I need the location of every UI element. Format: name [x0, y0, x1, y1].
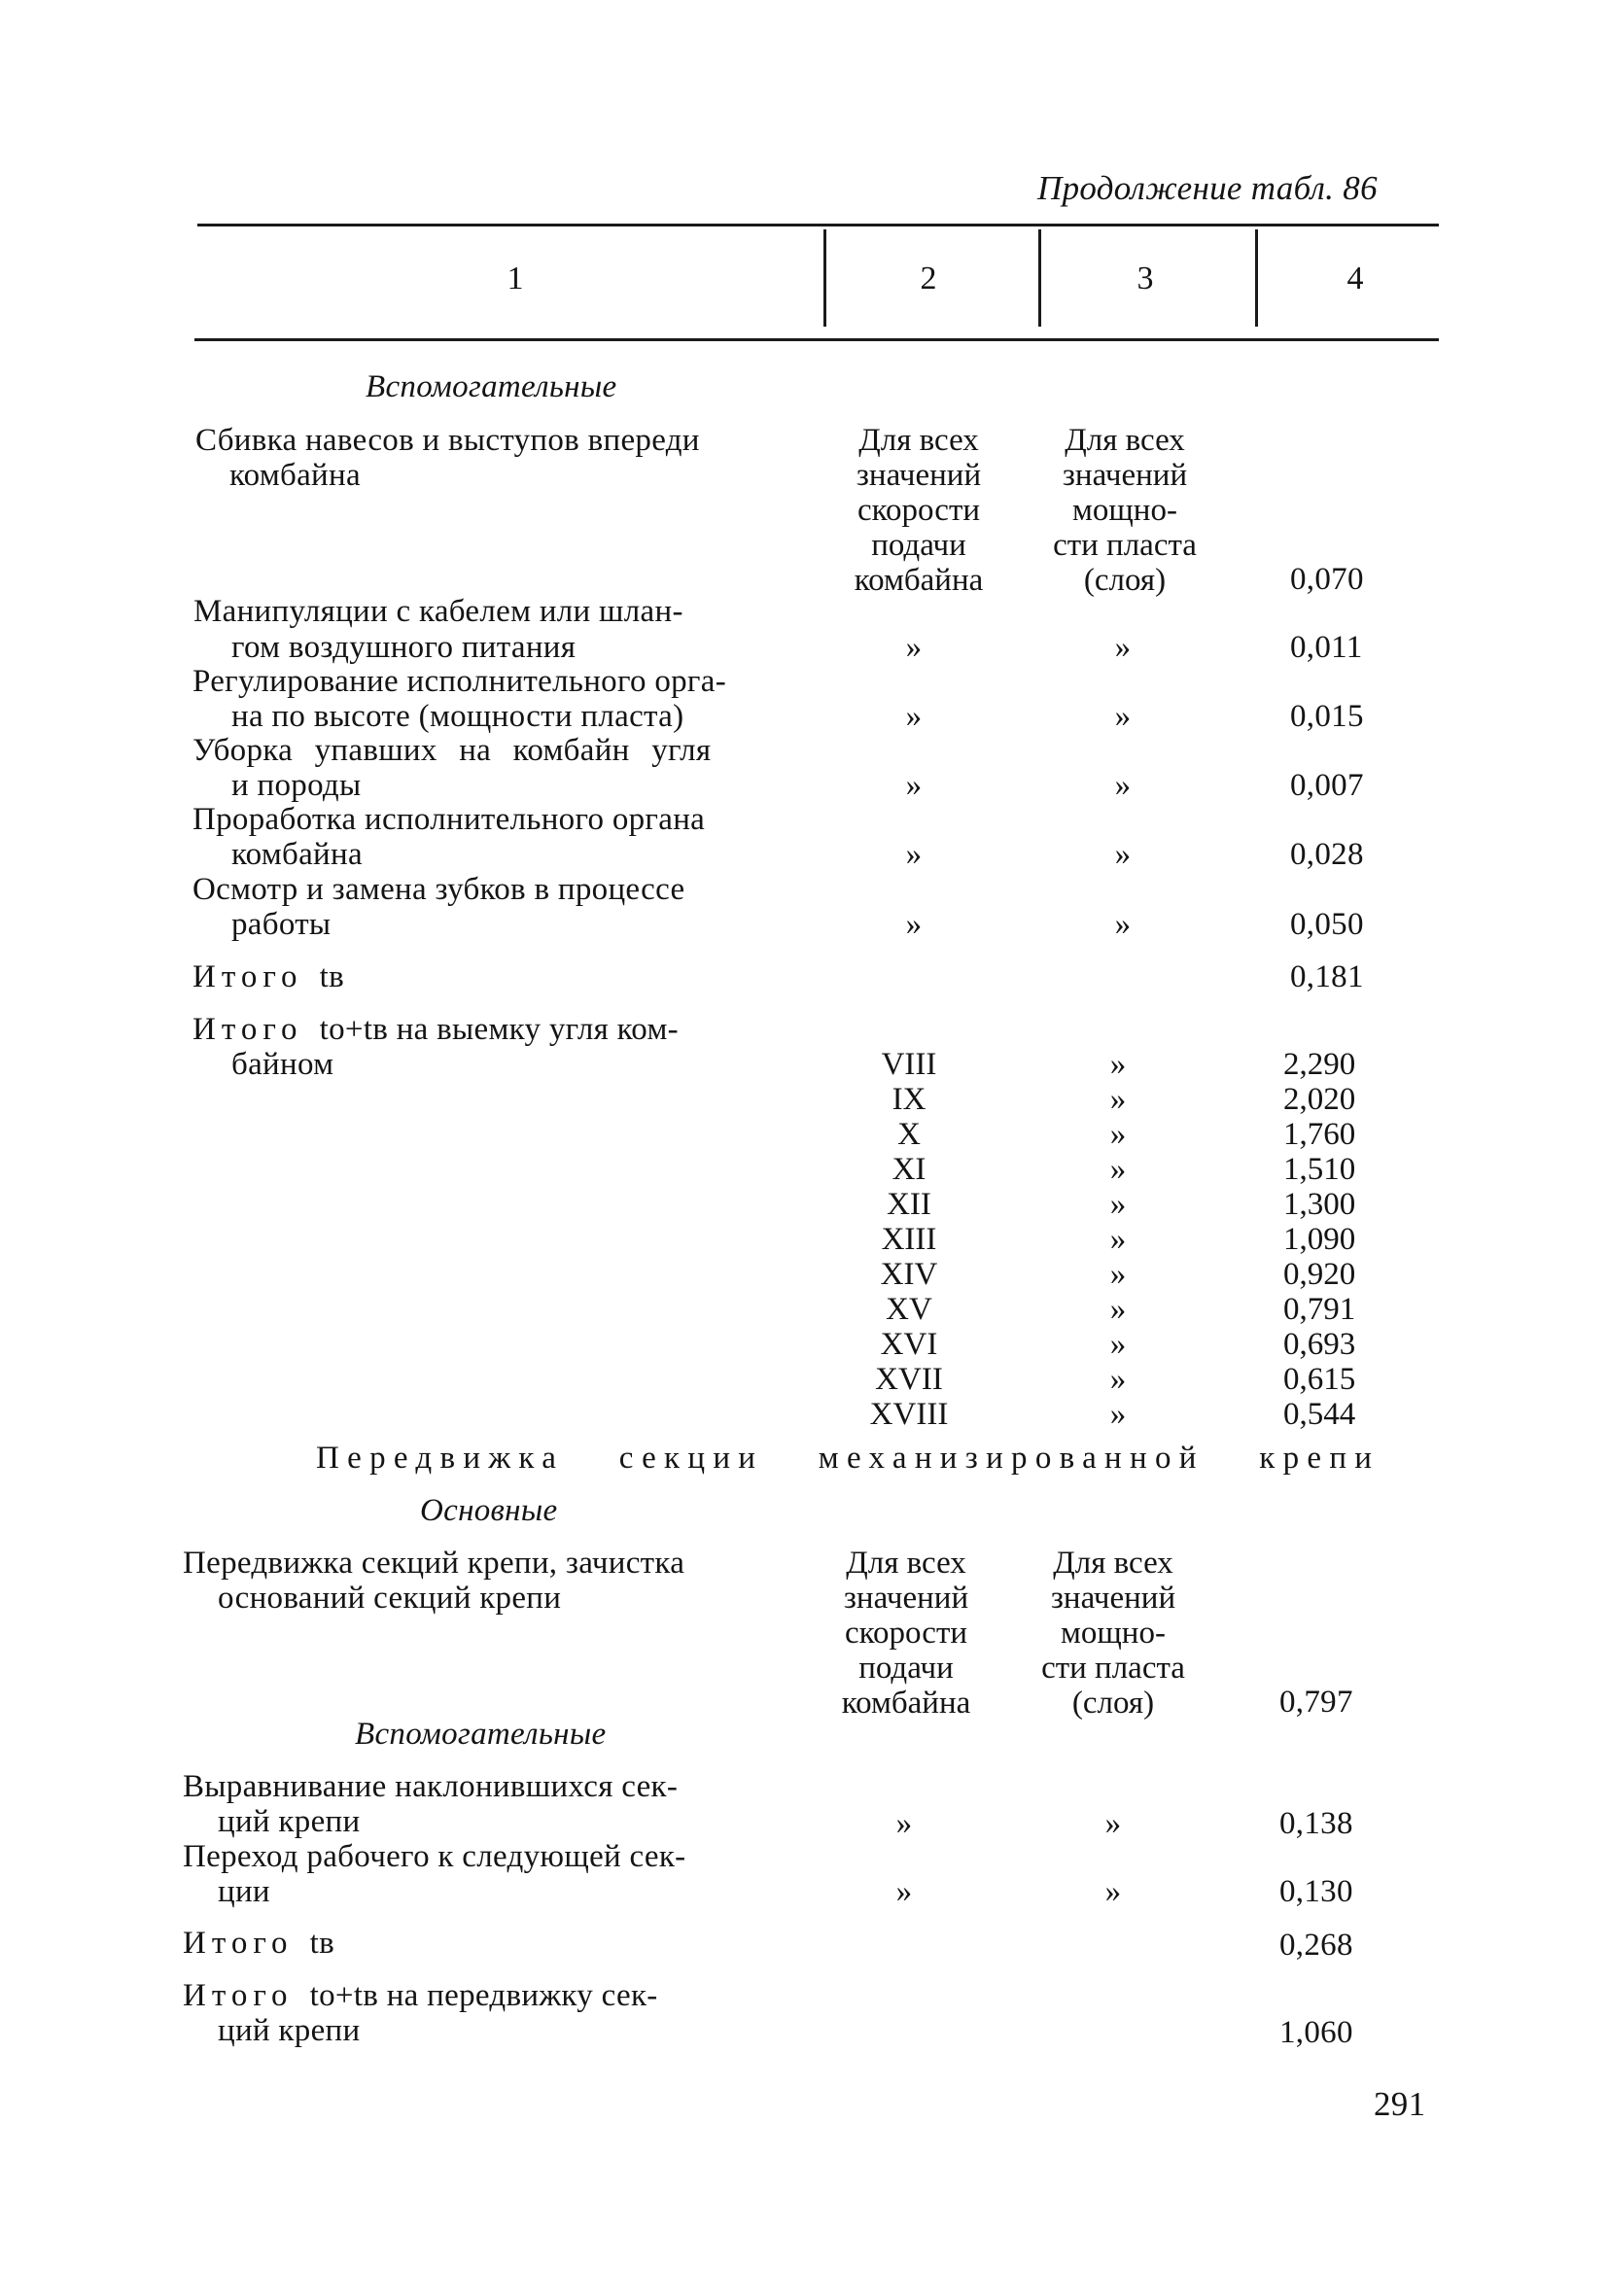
row-value: 0,268	[1279, 1928, 1353, 1963]
row-text: байном	[231, 1047, 334, 1082]
row-value: 0,011	[1290, 630, 1363, 665]
row-text: Сбивка навесов и выступов впереди	[195, 423, 700, 458]
row-text: работы	[231, 907, 332, 942]
header-col-1: 1	[507, 261, 524, 296]
row-value: 0,130	[1279, 1874, 1353, 1909]
col3-note: Для всех значений мощно- сти пласта (слоя)	[1041, 1546, 1185, 1721]
ditto-mark: »	[1114, 699, 1132, 734]
ditto-mark: »	[905, 907, 923, 942]
row-value: 1,060	[1279, 2015, 1353, 2050]
row-text: Выравнивание наклонившихся сек-	[183, 1769, 679, 1804]
row-text: ции	[218, 1874, 270, 1909]
header-divider-1	[823, 229, 826, 327]
row-value: 0,070	[1290, 562, 1364, 597]
col2-note: Для всех значений скорости подачи комбайна	[841, 1546, 971, 1721]
total-row: Итого tв	[192, 959, 344, 994]
total-sum-row: Итого tо+tв на выемку угля ком-	[192, 1012, 679, 1047]
ditto-mark: »	[895, 1874, 913, 1909]
row-text: Регулирование исполнительного орга-	[192, 664, 726, 699]
grade-ditto-list: » » » » » » » » » » »	[1109, 1047, 1127, 1432]
row-value: 0,797	[1279, 1685, 1353, 1720]
row-value: 0,050	[1290, 907, 1364, 942]
section-aux-title: Вспомогательные	[355, 1717, 607, 1752]
ditto-mark: »	[1114, 907, 1132, 942]
ditto-mark: »	[1114, 768, 1132, 803]
row-text: Проработка исполнительного органа	[192, 802, 706, 837]
header-divider-2	[1038, 229, 1041, 327]
section-heading: Передвижка секции механизированной крепи	[316, 1441, 1381, 1476]
row-text: Уборка упавших на комбайн угля	[192, 733, 712, 768]
total-row: Итого tв	[183, 1926, 334, 1961]
col2-note: Для всех значений скорости подачи комбайна	[854, 423, 984, 598]
row-text: комбайна	[231, 837, 363, 872]
table-continuation-caption: Продолжение табл. 86	[1037, 169, 1378, 207]
row-text: оснований секций крепи	[218, 1581, 562, 1616]
ditto-mark: »	[905, 630, 923, 665]
ditto-mark: »	[905, 837, 923, 872]
row-value: 0,028	[1290, 837, 1364, 872]
section-aux-title: Вспомогательные	[366, 369, 617, 404]
row-text: комбайна	[229, 458, 361, 493]
ditto-mark: »	[895, 1806, 913, 1841]
header-bottom-rule	[194, 338, 1439, 341]
ditto-mark: »	[1114, 837, 1132, 872]
row-text: ций крепи	[218, 1804, 361, 1839]
header-col-3: 3	[1136, 261, 1154, 296]
ditto-mark: »	[1104, 1806, 1122, 1841]
header-col-4: 4	[1346, 261, 1364, 296]
row-value: 0,181	[1290, 959, 1364, 994]
row-value: 0,015	[1290, 699, 1364, 734]
row-text: ций крепи	[218, 2013, 361, 2048]
grade-list: VIII IX X XI XII XIII XIV XV XVI XVII XVIII	[869, 1047, 949, 1432]
row-text: на по высоте (мощности пласта)	[231, 699, 684, 734]
row-text: Переход рабочего к следующей сек-	[183, 1839, 686, 1874]
header-divider-3	[1255, 229, 1258, 327]
header-top-rule	[197, 224, 1439, 226]
ditto-mark: »	[1104, 1874, 1122, 1909]
total-sum-row: Итого tо+tв на передвижку сек-	[183, 1978, 658, 2013]
row-text: Осмотр и замена зубков в процессе	[192, 872, 685, 907]
row-value: 0,138	[1279, 1806, 1353, 1841]
page-number: 291	[1374, 2085, 1426, 2123]
row-text: Манипуляции с кабелем или шлан-	[193, 594, 683, 629]
ditto-mark: »	[905, 768, 923, 803]
col3-note: Для всех значений мощно- сти пласта (слоя)	[1053, 423, 1197, 598]
row-text: и породы	[231, 768, 362, 803]
ditto-mark: »	[1114, 630, 1132, 665]
header-col-2: 2	[920, 261, 937, 296]
ditto-mark: »	[905, 699, 923, 734]
grade-values: 2,290 2,020 1,760 1,510 1,300 1,090 0,920 0,791 0,693 0,615 0,544	[1283, 1047, 1356, 1432]
row-text: гом воздушного питания	[231, 630, 577, 665]
row-text: Передвижка секций крепи, зачистка	[183, 1546, 685, 1581]
section-main-title: Основные	[420, 1493, 558, 1528]
row-value: 0,007	[1290, 768, 1364, 803]
